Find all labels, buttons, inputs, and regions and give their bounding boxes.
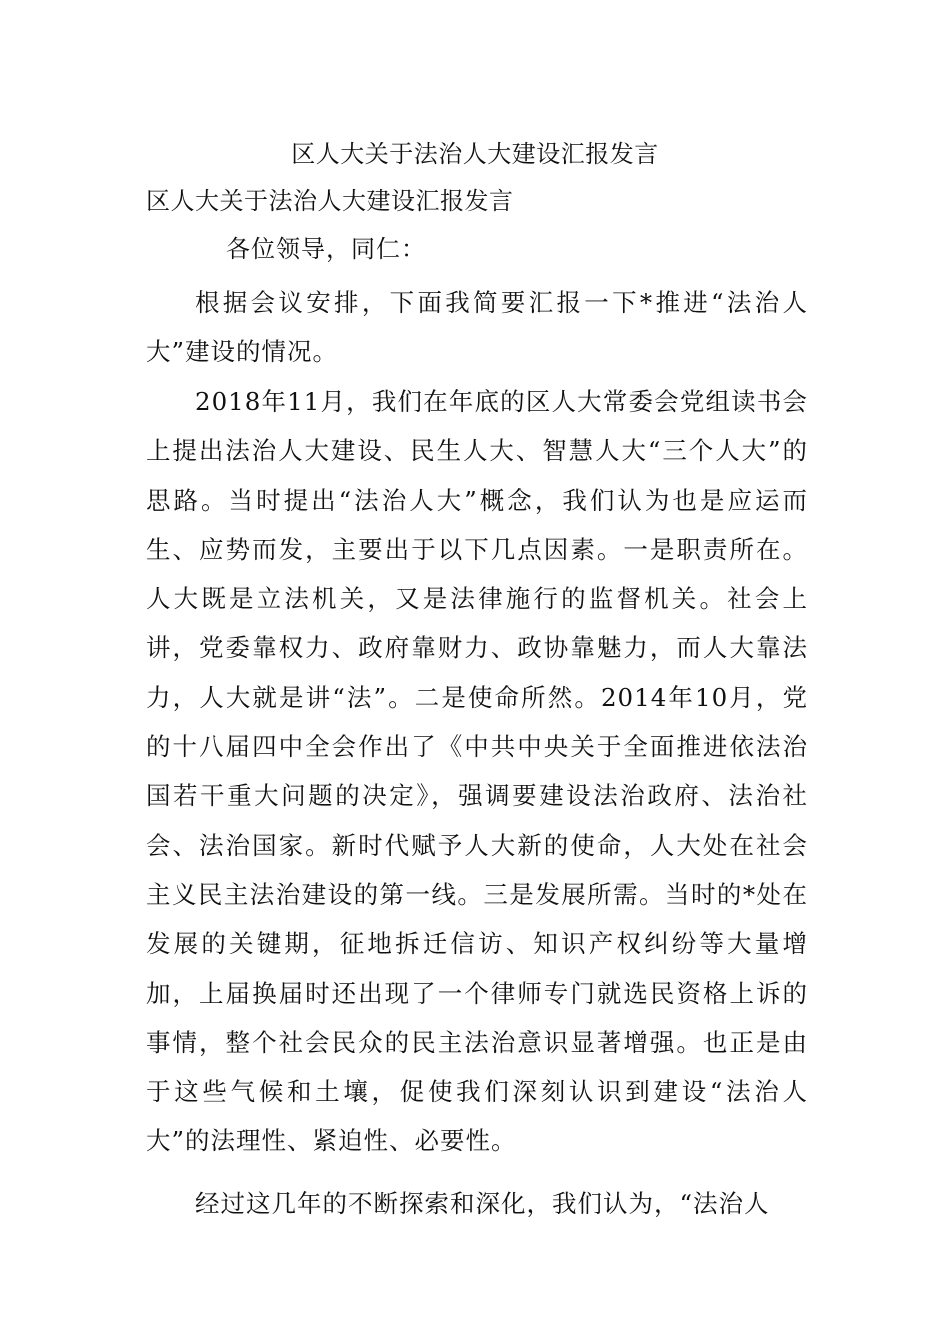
paragraph: 2018年11月，我们在年底的区人大常委会党组读书会上提出法治人大建设、民生人大、智慧人大“三个人大”的思路。当时提出“法治人大”概念，我们认为也是应运而生、应势而发，主要出于以下几点因素。一是职责所在。人大既是立法机关，又是法律施行的监督机关。社会上讲，党委靠权力、政府靠财力、政协靠魅力，而人大靠法力，人大就是讲“法”。二是使命所然。2014年10月，党的十八届四中全会作出了《中共中央关于全面推进依法治国若干重大问题的决定》，强调要建设法治政府、法治社会、法治国家。新时代赋予人大新的使命，人大处在社会主义民主法治建设的第一线。三是发展所需。当时的*处在发展的关键期，征地拆迁信访、知识产权纠纷等大量增加，上届换届时还出现了一个律师专门就选民资格上诉的事情，整个社会民众的民主法治意识显著增强。也正是由于这些气候和土壤，促使我们深刻认识到建设“法治人大”的法理性、紧迫性、必要性。: [146, 387, 808, 1156]
greeting-line: 各位领导，同仁：: [226, 235, 426, 263]
paragraph: 经过这几年的不断探索和深化，我们认为，“法治人: [195, 1189, 770, 1218]
document-title: 区人大关于法治人大建设汇报发言: [291, 140, 659, 168]
paragraph: 根据会议安排，下面我简要汇报一下*推进“法治人大”建设的情况。: [146, 288, 808, 367]
document-subtitle: 区人大关于法治人大建设汇报发言: [146, 187, 514, 215]
